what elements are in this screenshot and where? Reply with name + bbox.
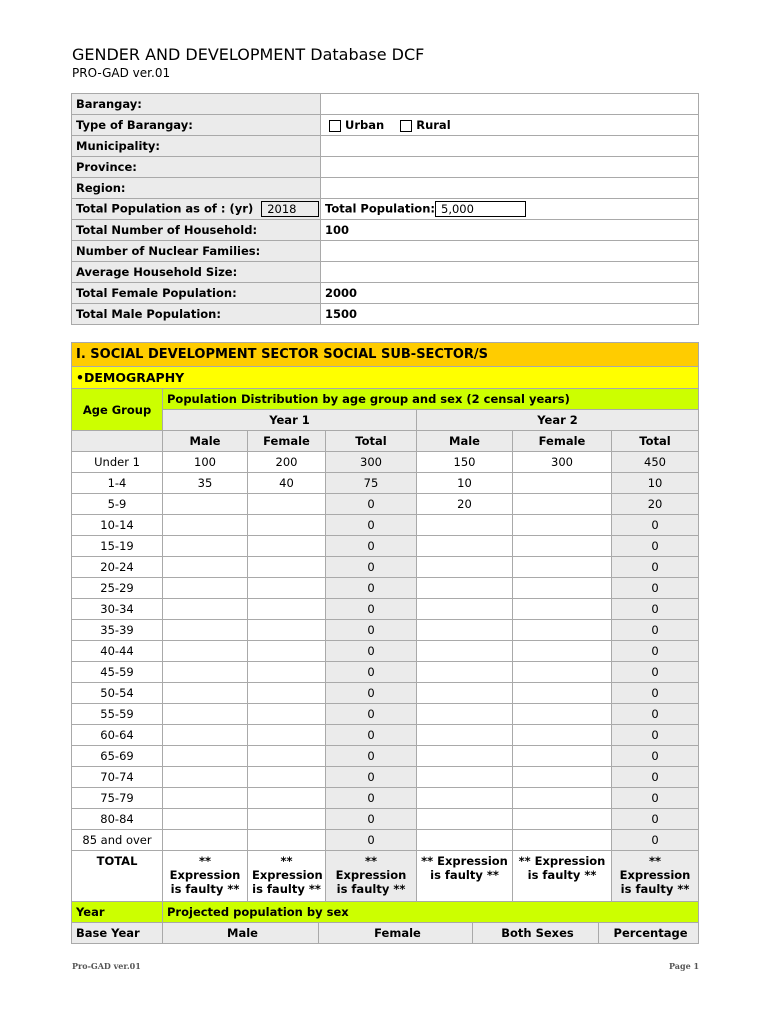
region-field[interactable] [321,178,699,199]
year1-male-cell[interactable] [163,515,248,536]
demography-subtitle: •DEMOGRAPHY [72,367,699,389]
document-title: GENDER AND DEVELOPMENT Database DCF [72,45,425,64]
table-row [72,746,699,767]
table-row [72,452,699,473]
age-cell: 80-84 [72,809,163,830]
year1-total-cell: 0 [326,557,417,578]
projected-percentage-header: Percentage [613,926,688,940]
year2-male-cell[interactable]: 10 [417,473,513,494]
age-cell: 65-69 [72,746,163,767]
year1-male-cell[interactable] [163,809,248,830]
households-label: Total Number of Household: [72,220,321,241]
base-year-header: Base Year [72,923,163,944]
year2-male-cell[interactable] [417,557,513,578]
year1-female-cell[interactable]: 40 [248,473,326,494]
year2-male-cell[interactable]: 150 [417,452,513,473]
year2-male-cell[interactable] [417,536,513,557]
year2-total-cell: 0 [612,725,699,746]
province-field[interactable] [321,157,699,178]
year2-male-total: ** Expression is faulty ** [417,851,513,902]
year1-female-cell[interactable] [248,620,326,641]
avg-household-row [72,262,699,283]
age-group-header: Age Group [72,389,163,431]
year2-female-cell[interactable] [513,620,612,641]
rural-checkbox[interactable] [400,120,412,132]
table-row [72,767,699,788]
year2-female-cell[interactable] [513,746,612,767]
year1-total-cell: 0 [326,641,417,662]
barangay-label: Barangay: [72,94,321,115]
year1-total-cell: 0 [326,830,417,851]
table-row [72,494,699,515]
avg-household-label: Average Household Size: [72,262,321,283]
year2-male-cell[interactable] [417,641,513,662]
age-cell: 70-74 [72,767,163,788]
subsection-row [72,367,699,389]
year2-total-cell: 450 [612,452,699,473]
age-group-spacer [72,431,163,452]
year2-female-cell[interactable] [513,830,612,851]
nuclear-families-row [72,241,699,262]
year2-male-cell[interactable] [417,830,513,851]
year2-male-cell[interactable] [417,515,513,536]
age-cell: 20-24 [72,557,163,578]
year2-total-cell: 0 [612,536,699,557]
total-population-row [72,199,699,220]
table-row [72,662,699,683]
year1-female-cell[interactable] [248,494,326,515]
age-cell: 40-44 [72,641,163,662]
year2-female-cell[interactable] [513,473,612,494]
year1-male-cell[interactable] [163,662,248,683]
municipality-row [72,136,699,157]
year1-male-cell[interactable]: 100 [163,452,248,473]
projected-female-header: Female [319,923,473,943]
year1-total-cell: 0 [326,620,417,641]
table-row [72,725,699,746]
year2-total-cell: 0 [612,704,699,725]
year2-female-cell[interactable] [513,578,612,599]
table-row [72,788,699,809]
year2-total-header: Total [612,431,699,452]
households-row [72,220,699,241]
year2-total-cell: 0 [612,599,699,620]
year-header: Year [72,902,163,923]
year1-total-cell: 0 [326,536,417,557]
nuclear-families-field[interactable] [321,241,699,262]
rural-label: Rural [416,118,451,132]
year2-total-cell: 0 [612,620,699,641]
year2-male-cell[interactable]: 20 [417,494,513,515]
age-cell: 30-34 [72,599,163,620]
total-population-input[interactable]: 5,000 [435,201,526,217]
demography-table [71,342,699,944]
table-row [72,641,699,662]
age-rows [72,452,699,851]
year1-total-cell: 0 [326,683,417,704]
year2-male-cell[interactable] [417,725,513,746]
age-cell: 35-39 [72,620,163,641]
year1-female-cell[interactable] [248,641,326,662]
year-header-row [72,410,699,431]
year1-total-header: Total [326,431,417,452]
projection-columns-row [72,923,699,944]
year1-male-cell[interactable] [163,494,248,515]
column-header-row [72,431,699,452]
year2-total-cell: 0 [612,557,699,578]
year1-female-cell[interactable] [248,578,326,599]
table-row [72,704,699,725]
year1-male-header: Male [163,431,248,452]
year1-female-cell[interactable] [248,557,326,578]
table-row [72,620,699,641]
year2-male-cell[interactable] [417,662,513,683]
table-row [72,515,699,536]
year1-male-cell[interactable] [163,620,248,641]
male-population-row [72,304,699,325]
distribution-header-row [72,389,699,410]
table-row [72,536,699,557]
footer-page: Page 1 [669,961,700,971]
year1-female-cell[interactable]: 200 [248,452,326,473]
total-population-year-cell [72,199,321,220]
region-row [72,178,699,199]
age-cell: 50-54 [72,683,163,704]
table-row [72,809,699,830]
year1-male-cell[interactable] [163,599,248,620]
urban-checkbox[interactable] [329,120,341,132]
year1-total-cell: 0 [326,809,417,830]
year1-male-cell[interactable] [163,830,248,851]
year1-male-cell[interactable] [163,704,248,725]
male-population-label: Total Male Population: [72,304,321,325]
female-population-value[interactable]: 2000 [321,283,699,304]
region-label: Region: [72,178,321,199]
year2-total-cell: 0 [612,788,699,809]
year1-female-header: Female [248,431,326,452]
year1-total-cell: 0 [326,494,417,515]
year2-total-cell: 0 [612,578,699,599]
year1-total-cell: 0 [326,662,417,683]
barangay-info-table [71,93,699,325]
year1-female-cell[interactable] [248,599,326,620]
year2-female-cell[interactable] [513,494,612,515]
footer-version: Pro-GAD ver.01 [72,961,141,971]
year2-male-cell[interactable] [417,578,513,599]
distribution-title: Population Distribution by age group and sex (2 censal years) [163,389,699,410]
year1-total-cell: 0 [326,515,417,536]
year1-total-cell: 75 [326,473,417,494]
year2-total-cell: 0 [612,683,699,704]
year2-female-cell[interactable] [513,662,612,683]
projection-columns-strip [163,923,698,943]
year2-header: Year 2 [417,410,699,431]
year2-total-cell: 0 [612,830,699,851]
year1-female-cell[interactable] [248,767,326,788]
table-row [72,830,699,851]
age-cell: 10-14 [72,515,163,536]
households-value[interactable]: 100 [321,220,699,241]
year1-total-cell: 0 [326,788,417,809]
year1-female-cell[interactable] [248,725,326,746]
projection-columns [163,923,699,944]
year2-grand-total: ** Expression is faulty ** [612,851,699,902]
year1-female-cell[interactable] [248,515,326,536]
year2-total-cell: 10 [612,473,699,494]
sector-title: I. SOCIAL DEVELOPMENT SECTOR SOCIAL SUB-SECTOR/S [72,343,699,367]
year2-total-cell: 0 [612,767,699,788]
projection-header-row [72,902,699,923]
sector-header-row [72,343,699,367]
year1-female-cell[interactable] [248,830,326,851]
year1-male-cell[interactable]: 35 [163,473,248,494]
year2-total-cell: 0 [612,515,699,536]
year1-female-cell[interactable] [248,809,326,830]
age-cell: 85 and over [72,830,163,851]
province-row [72,157,699,178]
year2-female-header: Female [513,431,612,452]
type-row [72,115,699,136]
year1-total-cell: 0 [326,578,417,599]
year2-total-cell: 0 [612,662,699,683]
document-subtitle: PRO-GAD ver.01 [72,66,171,80]
table-row [72,578,699,599]
year1-female-total: ** Expression is faulty ** [248,851,326,902]
year1-header: Year 1 [163,410,417,431]
year2-total-cell: 0 [612,746,699,767]
year1-grand-total: ** Expression is faulty ** [326,851,417,902]
year2-male-cell[interactable] [417,704,513,725]
table-row [72,683,699,704]
year2-male-cell[interactable] [417,788,513,809]
year2-male-cell[interactable] [417,746,513,767]
year2-female-total: ** Expression is faulty ** [513,851,612,902]
age-cell: 75-79 [72,788,163,809]
table-row [72,557,699,578]
year2-total-cell: 20 [612,494,699,515]
female-population-label: Total Female Population: [72,283,321,304]
year2-female-cell[interactable] [513,515,612,536]
year2-female-cell[interactable] [513,599,612,620]
year2-female-cell[interactable] [513,809,612,830]
year1-total-cell: 0 [326,746,417,767]
total-row [72,851,699,902]
year2-male-cell[interactable] [417,620,513,641]
year1-male-cell[interactable] [163,746,248,767]
year2-male-cell[interactable] [417,599,513,620]
table-row [72,473,699,494]
year2-female-cell[interactable] [513,725,612,746]
male-population-value[interactable]: 1500 [321,304,699,325]
barangay-row [72,94,699,115]
age-cell: 25-29 [72,578,163,599]
year2-female-cell[interactable] [513,536,612,557]
nuclear-families-label: Number of Nuclear Families: [72,241,321,262]
year1-female-cell[interactable] [248,746,326,767]
urban-label: Urban [345,118,385,132]
projected-both-header: Both Sexes [473,923,599,943]
total-row-label: TOTAL [72,851,163,902]
total-population-as-of-label: Total Population as of : (yr) [76,201,254,216]
municipality-label: Municipality: [72,136,321,157]
year1-total-cell: 0 [326,725,417,746]
table-row [72,599,699,620]
year1-male-cell[interactable] [163,641,248,662]
province-label: Province: [72,157,321,178]
year1-total-cell: 0 [326,767,417,788]
age-cell: Under 1 [72,452,163,473]
year1-female-cell[interactable] [248,536,326,557]
age-cell: 60-64 [72,725,163,746]
year1-male-cell[interactable] [163,683,248,704]
type-label: Type of Barangay: [72,115,321,136]
year2-total-cell: 0 [612,809,699,830]
year2-female-cell[interactable] [513,767,612,788]
barangay-field[interactable] [321,94,699,115]
female-population-row [72,283,699,304]
year2-female-cell[interactable] [513,788,612,809]
avg-household-field[interactable] [321,262,699,283]
age-cell: 1-4 [72,473,163,494]
year2-total-cell: 0 [612,641,699,662]
year1-female-cell[interactable] [248,704,326,725]
total-population-label: Total Population: [325,201,435,216]
year1-total-cell: 0 [326,704,417,725]
year1-male-cell[interactable] [163,788,248,809]
year2-female-cell[interactable] [513,641,612,662]
year1-male-cell[interactable] [163,536,248,557]
year1-female-cell[interactable] [248,662,326,683]
year1-female-cell[interactable] [248,788,326,809]
year1-male-cell[interactable] [163,557,248,578]
municipality-field[interactable] [321,136,699,157]
age-cell: 45-59 [72,662,163,683]
type-options [321,115,699,136]
year2-female-cell[interactable] [513,557,612,578]
year1-male-cell[interactable] [163,578,248,599]
projected-male-header: Male [163,923,319,943]
year1-male-total: ** Expression is faulty ** [163,851,248,902]
year1-female-cell[interactable] [248,683,326,704]
age-cell: 55-59 [72,704,163,725]
projected-title: Projected population by sex [163,902,699,923]
year1-total-cell: 0 [326,599,417,620]
year1-male-cell[interactable] [163,725,248,746]
year2-male-cell[interactable] [417,767,513,788]
year2-female-cell[interactable] [513,683,612,704]
year1-male-cell[interactable] [163,767,248,788]
year-input[interactable]: 2018 [261,201,319,217]
total-population-cell [321,199,699,220]
age-cell: 5-9 [72,494,163,515]
year2-male-cell[interactable] [417,809,513,830]
year2-female-cell[interactable] [513,704,612,725]
age-cell: 15-19 [72,536,163,557]
year2-female-cell[interactable]: 300 [513,452,612,473]
year1-total-cell: 300 [326,452,417,473]
year2-male-header: Male [417,431,513,452]
year2-male-cell[interactable] [417,683,513,704]
